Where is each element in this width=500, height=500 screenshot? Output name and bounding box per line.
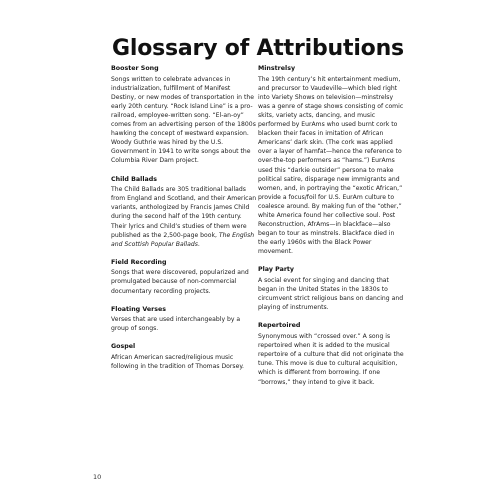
term-heading: Field Recording [111, 258, 167, 266]
book-title: The English and Scottish Popular Ballads [111, 231, 255, 248]
glossary-entry-gospel [111, 342, 257, 371]
term-definition: African American sacred/religious music following in the tradition of Thomas Dorsey. [111, 354, 244, 371]
right-column [258, 64, 404, 396]
term-heading: Gospel [111, 343, 136, 351]
term-heading: Child Ballads [111, 175, 157, 183]
glossary-entry-minstrelsy [258, 64, 404, 256]
glossary-entry-field-recording [111, 258, 257, 296]
term-definition [111, 185, 257, 249]
term-heading: Floating Verses [111, 305, 167, 313]
term-definition: Verses that are used interchangeably by a group of songs. [111, 316, 241, 333]
glossary-entry-repertoired [258, 321, 404, 386]
term-heading: Play Party [258, 266, 295, 274]
definition-text-end: . [197, 240, 200, 248]
term-definition: Synonymous with “crossed over.” A song is repertoired when it is added to the musical repertoire of a culture that did not originate the tune. This move is due to cultural acquisition, which is different from borrowing. If one “borrows,” they intend to give it back. [258, 333, 404, 386]
term-definition: A social event for singing and dancing that began in the United States in the 1830s to circumvent strict religious bans on dancing and playing of instruments. [258, 277, 404, 312]
glossary-entry-child-ballads [111, 175, 257, 249]
glossary-entry-booster-song [111, 64, 257, 166]
term-heading: Repertoired [258, 322, 301, 330]
term-heading: Minstrelsy [258, 65, 296, 72]
left-column [111, 64, 257, 380]
page-number: 10 [93, 473, 102, 481]
glossary-entry-play-party [258, 265, 404, 312]
term-heading: Booster Song [111, 65, 159, 72]
term-definition: Songs written to celebrate advances in industrialization, fulfillment of Manifest Destiny, or new modes of transportation in the early 20th century. “Rock Island Line” is a pro-railroad, employee-written song. “El-an-oy” comes from an advertising person of the 1800s hawking the concept of westward expansion. Woody Guthrie was hired by the U.S. Government in 1941 to write songs about the Columbia River Dam project. [111, 75, 256, 165]
term-definition: Songs that were discovered, popularized and promulgated because of non-commercial documentary recording projects. [111, 269, 249, 295]
glossary-entry-floating-verses [111, 305, 257, 334]
page-title: Glossary of Attributions [112, 36, 404, 61]
term-definition: The 19th century’s hit entertainment medium, and precursor to Vaudeville—which bled right into Variety Shows on television—minstrelsy was a genre of stage shows consisting of comic skits, variety acts, dancing, and music performed by EurAms who used burnt cork to blacken their faces in imitation of African Americans’ dark skin. (The cork was applied over a layer of hamfat—hence the reference to over-the-top performers as “hams.”) EurAms used this “darkie outsider” persona to make political satire, disparage new immigrants and women, and, in portraying the “exotic African,” provide a focus/foil for U.S. EurAm culture to coalesce around. By making fun of the “other,” white America found her collective soul. Post Reconstruction, AfrAms—in blackface—also began to tour as minstrels. Blackface died in the early 1960s with the Black Power movement. [258, 75, 404, 256]
definition-text: The Child Ballads are 305 traditional ballads from England and Scotland, and their American variants, anthologized by Francis James Child during the second half of the 19th century. Their lyrics and Child’s studies of them were published as the 2,500-page book, [111, 186, 257, 239]
